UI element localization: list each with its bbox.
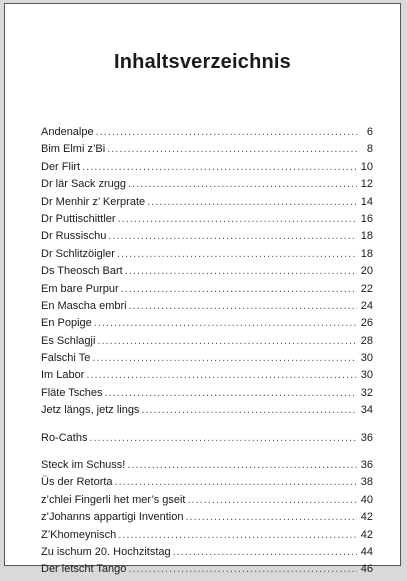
- dot-leader: [121, 283, 357, 295]
- dot-leader: [94, 317, 357, 329]
- toc-entry-page: 36: [360, 459, 373, 472]
- toc-entry-page: 10: [360, 160, 373, 173]
- toc-entry-title: Der Flirt: [41, 160, 81, 173]
- toc-entry: [41, 369, 373, 386]
- toc-entry-page: 12: [360, 178, 373, 191]
- toc-entry-page: 46: [360, 563, 373, 576]
- toc-entry: [41, 529, 373, 546]
- dot-leader: [89, 432, 357, 444]
- toc-entry-page: 28: [360, 334, 373, 347]
- dot-leader: [128, 178, 357, 190]
- toc-entry-title: Em bare Purpur: [41, 282, 119, 295]
- toc-entry-title: Dr lär Sack zrugg: [41, 178, 126, 191]
- toc-entry: [41, 317, 373, 334]
- dot-leader: [108, 230, 357, 242]
- toc-entry: [41, 546, 373, 563]
- toc-entry: [41, 404, 373, 421]
- dot-leader: [115, 476, 357, 488]
- toc-entry-page: 44: [360, 545, 373, 558]
- dot-leader: [187, 494, 357, 506]
- dot-leader: [117, 248, 357, 260]
- toc-entry: [41, 161, 373, 178]
- toc-entry-title: Üs der Retorta: [41, 476, 113, 489]
- toc-entry-page: 30: [360, 352, 373, 365]
- toc-entry-title: z’chlei Fingerli het mer’s gseit: [41, 493, 186, 506]
- toc-entry: [41, 230, 373, 247]
- toc-entry-title: Jetz längs, jetz lings: [41, 404, 140, 417]
- toc-entry-page: 24: [360, 299, 373, 312]
- dot-leader: [118, 213, 357, 225]
- dot-leader: [92, 352, 357, 364]
- dot-leader: [96, 126, 357, 138]
- toc-entry: [41, 213, 373, 230]
- toc-entry: [41, 563, 373, 580]
- toc-entry-title: Bim Elmi z’Bi: [41, 143, 106, 156]
- toc-entry: [41, 265, 373, 282]
- toc-entry-page: 22: [360, 282, 373, 295]
- toc-entry: [41, 352, 373, 369]
- toc-entry: [41, 335, 373, 352]
- toc-entry-title: Dr Russischu: [41, 230, 107, 243]
- toc-entry-title: Es Schlagji: [41, 334, 96, 347]
- dot-leader: [82, 161, 357, 173]
- toc-entry-page: 40: [360, 493, 373, 506]
- dot-leader: [147, 196, 357, 208]
- page-title: Inhaltsverzeichnis: [114, 51, 291, 73]
- dot-leader: [173, 546, 357, 558]
- toc-entry-title: Im Labor: [41, 369, 85, 382]
- toc-entry: [41, 143, 373, 160]
- toc-entry-page: 32: [360, 386, 373, 399]
- toc-entry-title: Falschi Te: [41, 352, 91, 365]
- book-page: [4, 3, 401, 576]
- toc-entry-title: Z’Khomeynisch: [41, 528, 117, 541]
- toc-entry-title: Ro-Caths: [41, 431, 88, 444]
- toc-entry-title: Andenalpe: [41, 126, 94, 138]
- toc-entry-title: z’Johanns appartigi Invention: [41, 511, 184, 524]
- toc-entry-page: 34: [360, 404, 373, 417]
- table-of-contents: [41, 126, 373, 581]
- toc-entry-title: Dr Puttischittler: [41, 212, 116, 225]
- toc-entry-page: 26: [360, 317, 373, 330]
- dot-leader: [129, 300, 357, 312]
- toc-entry: [41, 248, 373, 265]
- toc-entry-title: Der letscht Tango: [41, 563, 127, 576]
- dot-leader: [185, 511, 357, 523]
- dot-leader: [107, 143, 357, 155]
- dot-leader: [141, 404, 357, 416]
- dot-leader: [86, 369, 357, 381]
- toc-entry-title: Dr Schlitzöigler: [41, 247, 115, 260]
- toc-entry-page: 18: [360, 247, 373, 260]
- toc-entry-title: Ds Theosch Bart: [41, 265, 123, 278]
- toc-entry: [41, 178, 373, 195]
- dot-leader: [127, 459, 357, 471]
- toc-entry-title: Fläte Tsches: [41, 386, 103, 399]
- toc-entry: [41, 511, 373, 528]
- toc-entry-page: 6: [366, 126, 373, 138]
- toc-entry: [41, 387, 373, 404]
- toc-entry: [41, 283, 373, 300]
- toc-entry: [41, 126, 373, 143]
- toc-entry: [41, 494, 373, 511]
- toc-entry-page: 18: [360, 230, 373, 243]
- toc-entry: [41, 196, 373, 213]
- toc-entry-page: 36: [360, 431, 373, 444]
- toc-entry: [41, 300, 373, 317]
- toc-entry-page: 42: [360, 511, 373, 524]
- toc-entry-title: Steck im Schuss!: [41, 459, 126, 472]
- toc-entry-title: Zu ischum 20. Hochzitstag: [41, 545, 171, 558]
- toc-entry: [41, 459, 373, 476]
- toc-entry-title: Dr Menhir z’ Kerprate: [41, 195, 146, 208]
- toc-entry: [41, 476, 373, 493]
- toc-entry-page: 16: [360, 212, 373, 225]
- toc-entry: [41, 432, 373, 449]
- toc-entry-title: En Popige: [41, 317, 92, 330]
- toc-entry-page: 8: [366, 143, 373, 156]
- toc-entry-title: En Mascha embri: [41, 299, 127, 312]
- toc-entry-page: 42: [360, 528, 373, 541]
- toc-entry-page: 30: [360, 369, 373, 382]
- dot-leader: [118, 529, 357, 541]
- toc-entry-page: 14: [360, 195, 373, 208]
- toc-entry-page: 20: [360, 265, 373, 278]
- toc-entry-page: 38: [360, 476, 373, 489]
- dot-leader: [125, 265, 357, 277]
- dot-leader: [128, 563, 357, 575]
- dot-leader: [97, 335, 357, 347]
- dot-leader: [105, 387, 357, 399]
